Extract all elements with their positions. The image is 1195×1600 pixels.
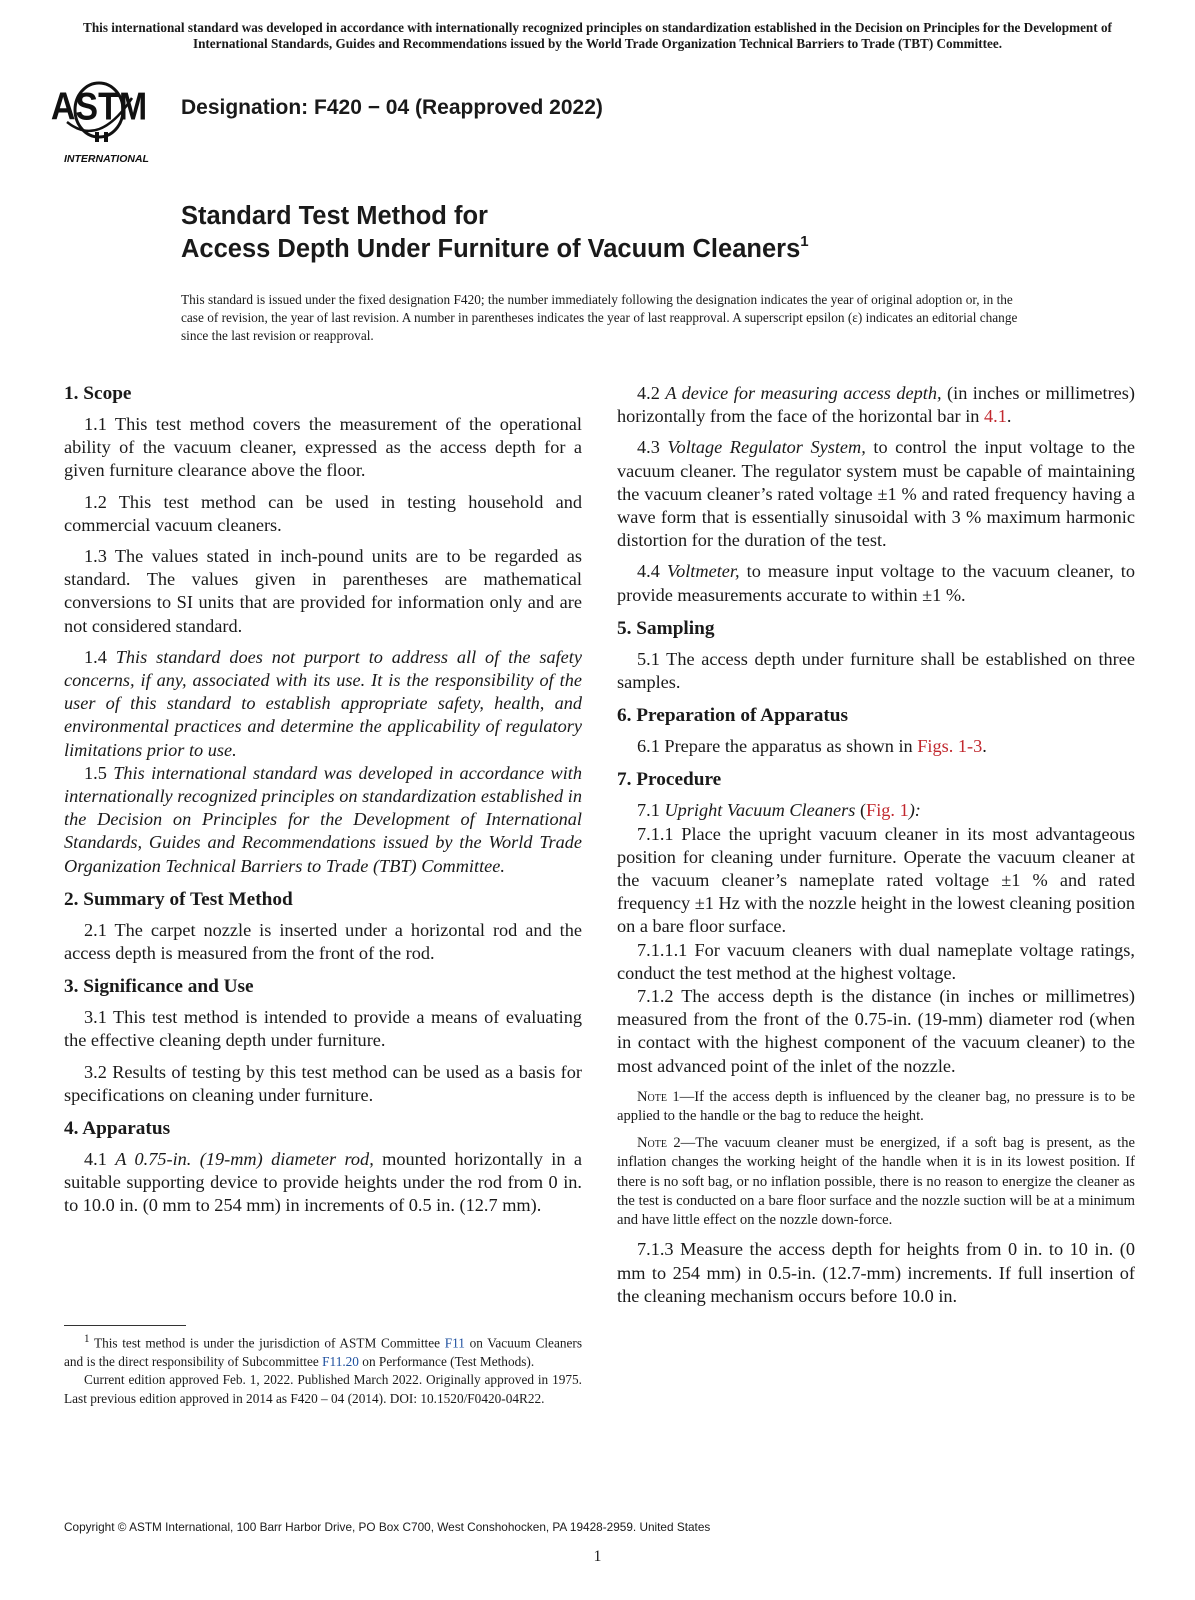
section-3-heading: 3. Significance and Use <box>64 976 254 998</box>
section-2-heading: 2. Summary of Test Method <box>64 888 293 910</box>
committee-f11-link[interactable]: F11 <box>444 1335 465 1351</box>
para-6-1: 6.1 Prepare the apparatus as shown in Figs. 1-3. <box>637 736 987 757</box>
para-1-1: 1.1 This test method covers the measurement of the operational ability of the vacuum cleaner, expressed as the access depth for a given furniture clearance above the floor. <box>64 414 582 481</box>
para-4-1: 4.1 A 0.75-in. (19-mm) diameter rod, mounted horizontally in a suitable supporting device to provide heights under the rod from 0 in. to 10.0 in. (0 mm to 254 mm) in increments of 0.5 in. (12.7 mm). <box>64 1149 582 1216</box>
para-7-1-3: 7.1.3 Measure the access depth for heights from 0 in. to 10 in. (0 mm to 254 mm) in 0.5-in. (12.7-mm) increments. If full insertion of the cleaning mechanism occurs before 10.0 in. <box>617 1239 1135 1306</box>
para-4-4: 4.4 Voltmeter, to measure input voltage to the vacuum cleaner, to provide measurements accurate to within ±1 %. <box>617 561 1135 605</box>
footnote-jurisdiction: $^1$ This test method is under the jurisdiction of ASTM Committee F11 on Vacuum Cleaners and is the direct responsibility of Subcommittee F11.20 on Performance (Test Methods). <box>64 1333 583 1369</box>
title-line-1: Standard Test Method for <box>181 202 488 230</box>
section-4-heading: 4. Apparatus <box>64 1118 171 1140</box>
footnote-edition: Current edition approved Feb. 1, 2022. Published March 2022. Originally approved in 1975. Last previous edition approved in 2014 as F420 – 04 (2014). DOI: 10.1520/F0420-04R22. <box>64 1372 582 1406</box>
para-3-2: 3.2 Results of testing by this test method can be used as a basis for specifications on cleaning under furniture. <box>64 1061 582 1105</box>
designation: Designation: F420 − 04 (Reapproved 2022) <box>181 96 603 119</box>
ref-4-1-link[interactable]: 4.1 <box>984 406 1007 427</box>
figs-1-3-link[interactable]: Figs. 1-3 <box>917 736 983 757</box>
section-1-heading: 1. Scope <box>64 383 132 404</box>
para-3-1: 3.1 This test method is intended to provide a means of evaluating the effective cleaning depth under furniture. <box>64 1007 582 1051</box>
page-number: 1 <box>593 1548 602 1565</box>
issuance-note: This standard is issued under the fixed designation F420; the number immediately following the designation indicates the year of original adoption or, in the case of revision, the year of last revision. A number in parentheses indicates the year of last reapproval. A superscript epsilon (ε) indicates an editorial change since the last revision or reapproval. <box>181 292 1018 343</box>
para-1-2: 1.2 This test method can be used in testing household and commercial vacuum cleaners. <box>64 491 582 535</box>
section-6-heading: 6. Preparation of Apparatus <box>617 705 849 727</box>
para-4-2: 4.2 A device for measuring access depth, (in inches or millimetres) horizontally from the face of the horizontal bar in 4.1. <box>617 383 1135 427</box>
para-7-1-2: 7.1.2 The access depth is the distance (in inches or millimetres) measured from the front of the 0.75-in. (19-mm) diameter rod (when in contact with the highest component of the vacuum cleaner) to the most advanced point of the inlet of the nozzle. <box>617 986 1135 1076</box>
footnote <box>64 1330 582 1408</box>
fig-1-link[interactable]: Fig. 1 <box>866 800 909 821</box>
para-5-1: 5.1 The access depth under furniture shall be established on three samples. <box>617 648 1135 693</box>
para-1-3: 1.3 The values stated in inch-pound units are to be regarded as standard. The values given in parentheses are mathematical conversions to SI units that are provided for information only and are not considered standard. <box>64 546 582 636</box>
note-2: Note 2—The vacuum cleaner must be energized, if a soft bag is present, as the inflation changes the working height of the handle when it is in its lowest position. If there is no soft bag, or no inflation possible, there is no reason to energize the cleaner as the test is conducted on a bare floor surface and the nozzle suction will be at a minimum and have little effect on the nozzle down-force. <box>617 1135 1135 1229</box>
para-4-3: 4.3 Voltage Regulator System, to control the input voltage to the vacuum cleaner. The regulator system must be capable of maintaining the vacuum cleaner’s rated voltage ±1 % and rated frequency having a wave form that is essentially sinusoidal with 3 % maximum harmonic distortion for the duration of the test. <box>617 437 1135 551</box>
document-title <box>181 200 809 266</box>
subcommittee-f11-20-link[interactable]: F11.20 <box>322 1353 359 1369</box>
para-7-1-1: 7.1.1 Place the upright vacuum cleaner in its most advantageous position for cleaning under furniture. Operate the vacuum cleaner at the vacuum cleaner’s nameplate rated voltage ±1 % and rated frequency ±1 Hz with the nozzle height in the lowest cleaning position on a bare floor surface. <box>617 823 1135 937</box>
para-1-5: 1.5 This international standard was developed in accordance with internationally recognized principles on standardization established in the Decision on Principles for the Development of International Standards, Guides and Recommendations issued by the World Trade Organization Technical Barriers to Trade (TBT) Committee. <box>64 762 582 876</box>
title-line-2: Access Depth Under Furniture of Vacuum Cleaners$^1$ <box>181 233 809 263</box>
copyright-line: Copyright © ASTM International, 100 Barr Harbor Drive, PO Box C700, West Conshohocken, PA 19428-2959. United States <box>64 1520 711 1534</box>
astm-logo-mark <box>50 68 172 168</box>
astm-logo <box>50 68 172 168</box>
logo-subtitle: INTERNATIONAL <box>64 153 149 165</box>
development-notice: This international standard was developed in accordance with internationally recognized principles on standardization established in the Decision on Principles for the Development of International Standards, Guides and Recommendations issued by the World Trade Organization Technical Barriers to Trade (TBT) Committee. <box>83 20 1112 51</box>
note-1: Note 1—If the access depth is influenced by the cleaner bag, no pressure is to be applied to the handle or the bag to reduce the height. <box>617 1088 1135 1125</box>
para-1-4: 1.4 This standard does not purport to address all of the safety concerns, if any, associated with its use. It is the responsibility of the user of this standard to establish appropriate safety, health, and environmental practices and determine the applicability of regulatory limitations prior to use. <box>64 646 582 760</box>
section-7-heading: 7. Procedure <box>617 769 722 791</box>
section-5-heading: 5. Sampling <box>617 617 715 639</box>
title-footnote-mark: 1 <box>800 233 809 250</box>
para-7-1: 7.1 Upright Vacuum Cleaners (Fig. 1): <box>637 800 921 821</box>
footnote-divider <box>64 1325 186 1326</box>
right-column <box>617 382 1135 1316</box>
svg-text:ASTM: ASTM <box>50 84 148 129</box>
left-column <box>64 382 582 1226</box>
para-2-1: 2.1 The carpet nozzle is inserted under a horizontal rod and the access depth is measured from the front of the rod. <box>64 919 582 964</box>
para-7-1-1-1: 7.1.1.1 For vacuum cleaners with dual nameplate voltage ratings, conduct the test method at the highest voltage. <box>617 939 1135 983</box>
